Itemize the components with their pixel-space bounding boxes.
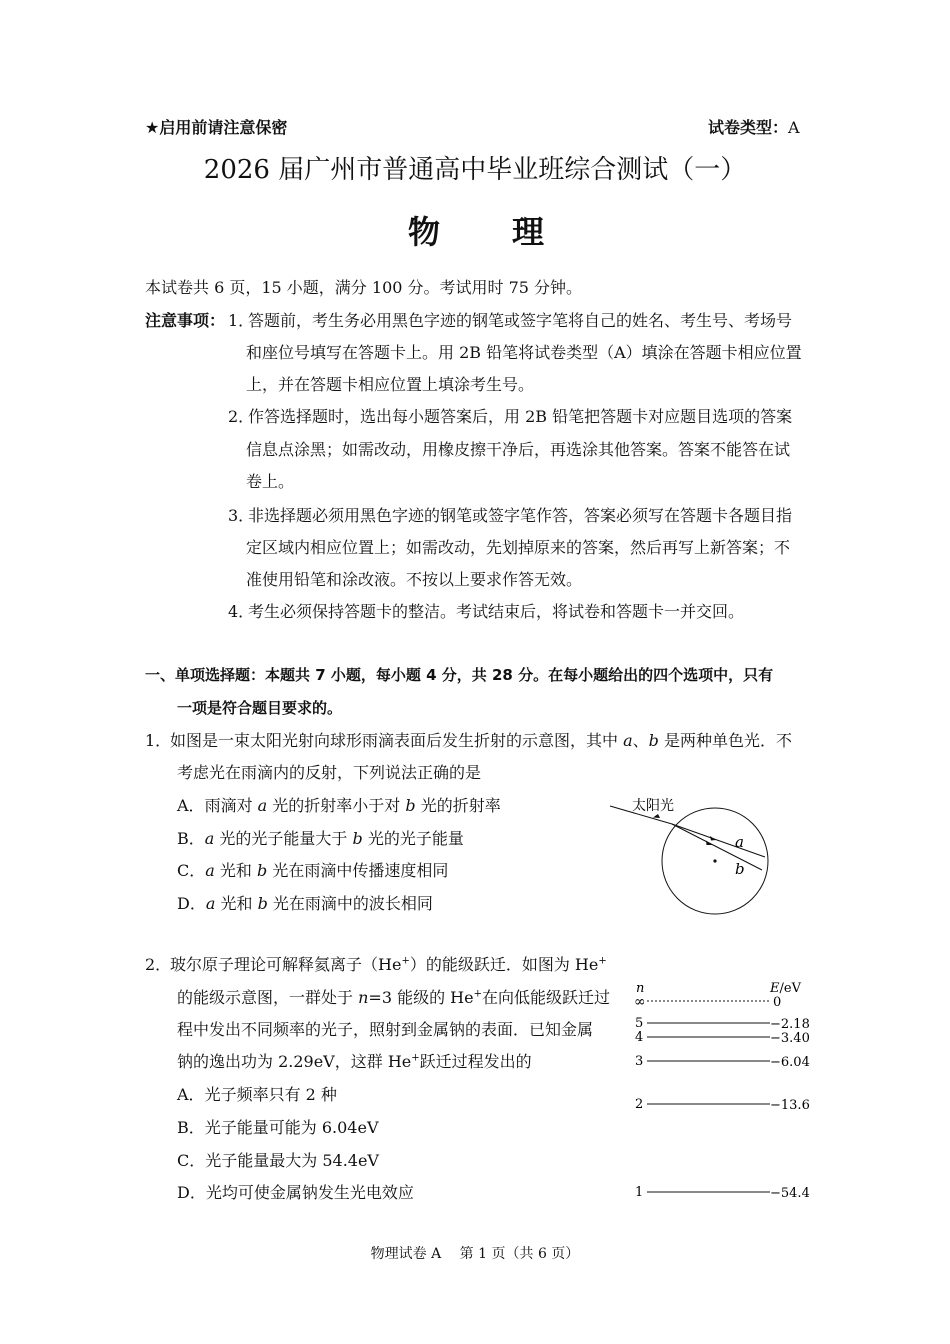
n-axis-label: n: [636, 981, 645, 996]
exam-intro: 本试卷共 6 页，15 小题，满分 100 分。考试用时 75 分钟。: [145, 278, 583, 297]
notice-3-num: 3．: [228, 506, 255, 525]
q2-option-d: D．光均可使金属钠发生光电效应: [177, 1183, 414, 1202]
level-3-label: 3: [635, 1054, 644, 1069]
ray-a-label: a: [735, 833, 744, 851]
notice-1-line-1: 答题前，考生务必用黑色字迹的钢笔或签字笔将自己的姓名、考生号、考场号: [248, 311, 793, 330]
notice-1-num: 1．: [228, 311, 255, 330]
q1-stem-line-1: 如图是一束太阳光射向球形雨滴表面后发生折射的示意图，其中 a、b 是两种单色光．不: [170, 731, 792, 750]
subject-char-1: 物: [408, 213, 441, 251]
level-inf-energy: 0: [773, 995, 782, 1010]
section-1-heading-line-2: 一项是符合题目要求的。: [177, 699, 343, 717]
raindrop-refraction-figure: [600, 790, 790, 920]
q1-number: 1．: [145, 731, 172, 750]
q1-option-d: D．a 光和 b 光在雨滴中的波长相同: [177, 894, 433, 913]
paper-type-label: 试卷类型：: [708, 118, 789, 137]
notice-1-line-3: 上，并在答题卡相应位置上填涂考生号。: [246, 375, 535, 394]
subject-char-2: 理: [512, 213, 545, 251]
q2-option-b: B．光子能量可能为 6.04eV: [177, 1118, 379, 1137]
level-4-label: 4: [635, 1030, 644, 1045]
q2-stem-line-3: 程中发出不同频率的光子，照射到金属钠的表面．已知金属: [177, 1020, 594, 1039]
notice-3-line-1: 非选择题必须用黑色字迹的钢笔或签字笔作答，答案必须写在答题卡各题目指: [248, 506, 793, 525]
q2-stem-line-2: 的能级示意图，一群处于 n=3 能级的 He+在向低能级跃迁过: [177, 988, 610, 1007]
level-inf-label: ∞: [634, 994, 646, 1010]
sunlight-label: 太阳光: [632, 798, 674, 814]
paper-type: [708, 118, 800, 138]
ray-b-line: [672, 824, 762, 870]
q2-option-c: C．光子能量最大为 54.4eV: [177, 1151, 379, 1170]
level-5-label: 5: [635, 1016, 644, 1031]
exam-title: 2026 届广州市普通高中毕业班综合测试（一）: [203, 155, 747, 185]
incident-arrow: [653, 814, 660, 818]
level-5-energy: −2.18: [770, 1017, 810, 1032]
paper-type-value: A: [788, 118, 800, 137]
q2-option-a: A．光子频率只有 2 种: [177, 1085, 337, 1104]
notice-2-line-2: 信息点涂黑；如需改动，用橡皮擦干净后，再选涂其他答案。答案不能答在试: [246, 440, 791, 459]
level-2-label: 2: [635, 1097, 644, 1112]
ray-a-line: [672, 824, 765, 857]
q1-stem-line-2: 考虑光在雨滴内的反射，下列说法正确的是: [177, 763, 482, 782]
q1-option-a: A．雨滴对 a 光的折射率小于对 b 光的折射率: [177, 796, 501, 815]
q1-option-b: B．a 光的光子能量大于 b 光的光子能量: [177, 829, 464, 848]
level-2-energy: −13.6: [770, 1098, 810, 1113]
notice-4-num: 4．: [228, 602, 255, 621]
q2-stem-line-1: 玻尔原子理论可解释氦离子（He+）的能级跃迁．如图为 He+: [170, 955, 607, 974]
notice-1-line-2: 和座位号填写在答题卡上。用 2B 铅笔将试卷类型（A）填涂在答题卡相应位置: [246, 343, 802, 362]
notice-3-line-2: 定区域内相应位置上；如需改动，先划掉原来的答案，然后再写上新答案；不: [246, 538, 791, 557]
level-1-energy: −54.4: [770, 1186, 810, 1201]
ray-b-label: b: [735, 860, 745, 878]
section-1-heading-line-1: 一、单项选择题：本题共 7 小题，每小题 4 分，共 28 分。在每小题给出的四个选项中，只有: [145, 666, 774, 684]
level-1-label: 1: [635, 1185, 644, 1200]
notice-2-num: 2．: [228, 407, 255, 426]
notice-2-line-1: 作答选择题时，选出每小题答案后，用 2B 铅笔把答题卡对应题目选项的答案: [248, 407, 793, 426]
energy-level-diagram: [625, 975, 815, 1205]
ray-a-arrow: [710, 836, 716, 841]
center-dot: [713, 859, 716, 862]
level-3-energy: −6.04: [770, 1055, 810, 1070]
notice-label: 注意事项：: [145, 311, 226, 330]
page-footer: 物理试卷 A 第 1 页（共 6 页）: [370, 1246, 580, 1262]
notice-3-line-3: 准使用铅笔和涂改液。不按以上要求作答无效。: [246, 570, 583, 589]
level-4-energy: −3.40: [770, 1031, 810, 1046]
q2-number: 2．: [145, 955, 172, 974]
q2-stem-line-4: 钠的逸出功为 2.29eV，这群 He+跃迁过程发出的: [177, 1052, 532, 1071]
notice-4-line-1: 考生必须保持答题卡的整洁。考试结束后，将试卷和答题卡一并交回。: [248, 602, 745, 621]
q1-option-c: C．a 光和 b 光在雨滴中传播速度相同: [177, 861, 449, 880]
notice-2-line-3: 卷上。: [246, 472, 295, 491]
ray-b-arrow: [706, 841, 712, 846]
confidential-notice: ★启用前请注意保密: [145, 118, 288, 137]
e-axis-label: E/eV: [770, 981, 801, 996]
